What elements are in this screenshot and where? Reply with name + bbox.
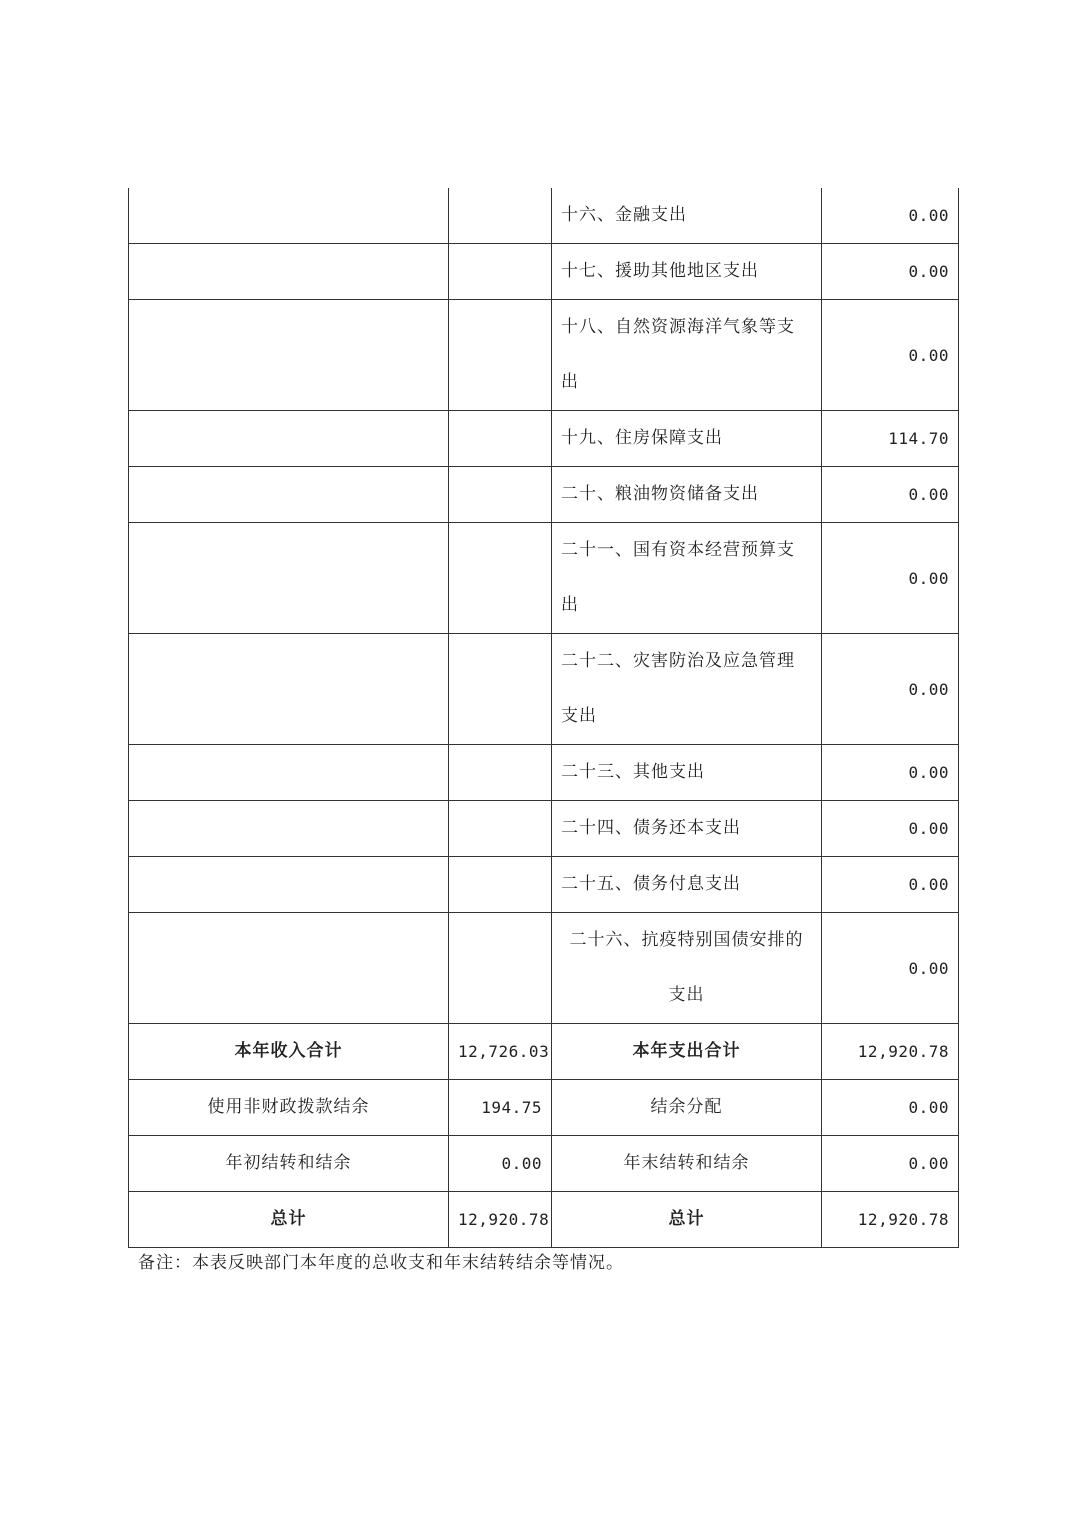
expense-summary-label: 结余分配: [552, 1080, 822, 1136]
expense-item-amount: 0.00: [822, 801, 959, 857]
expense-item-amount: 0.00: [822, 244, 959, 300]
expense-summary-label: 本年支出合计: [552, 1024, 822, 1080]
expense-item-amount: 0.00: [822, 467, 959, 523]
table-row: [129, 913, 959, 1024]
income-amount-cell: [449, 634, 552, 745]
expense-item-label: 二十六、抗疫特别国债安排的支出: [552, 913, 822, 1024]
expense-item-amount: 0.00: [822, 913, 959, 1024]
expense-summary-label: 年末结转和结余: [552, 1136, 822, 1192]
expense-item-label: 二十二、灾害防治及应急管理支出: [552, 634, 822, 745]
income-amount-cell: [449, 411, 552, 467]
summary-row: [129, 1024, 959, 1080]
summary-row: [129, 1136, 959, 1192]
income-item-cell: [129, 467, 449, 523]
expense-item-amount: 0.00: [822, 188, 959, 244]
footnote: 备注：本表反映部门本年度的总收支和年末结转结余等情况。: [138, 1253, 624, 1273]
income-amount-cell: [449, 745, 552, 801]
expense-summary-label: 总计: [552, 1192, 822, 1248]
income-summary-label: 总计: [129, 1192, 449, 1248]
expense-item-amount: 0.00: [822, 523, 959, 634]
income-item-cell: [129, 244, 449, 300]
expense-item-label: 十八、自然资源海洋气象等支出: [552, 300, 822, 411]
table-row: [129, 411, 959, 467]
expense-item-label: 十九、住房保障支出: [552, 411, 822, 467]
income-item-cell: [129, 801, 449, 857]
income-amount-cell: [449, 857, 552, 913]
income-item-cell: [129, 857, 449, 913]
table-row: [129, 634, 959, 745]
income-item-cell: [129, 188, 449, 244]
expense-item-label: 二十五、债务付息支出: [552, 857, 822, 913]
income-amount-cell: [449, 467, 552, 523]
expense-summary-value: 0.00: [822, 1080, 959, 1136]
expense-item-label: 二十一、国有资本经营预算支出: [552, 523, 822, 634]
expense-item-label: 十七、援助其他地区支出: [552, 244, 822, 300]
expense-item-label: 二十、粮油物资储备支出: [552, 467, 822, 523]
income-item-cell: [129, 300, 449, 411]
table-row: [129, 300, 959, 411]
income-item-cell: [129, 745, 449, 801]
expense-item-amount: 0.00: [822, 857, 959, 913]
table-row: [129, 467, 959, 523]
income-item-cell: [129, 634, 449, 745]
expense-summary-value: 12,920.78: [822, 1192, 959, 1248]
summary-row: [129, 1080, 959, 1136]
expense-item-amount: 114.70: [822, 411, 959, 467]
income-summary-label: 年初结转和结余: [129, 1136, 449, 1192]
income-item-cell: [129, 411, 449, 467]
income-summary-label: 本年收入合计: [129, 1024, 449, 1080]
income-amount-cell: [449, 188, 552, 244]
summary-row: [129, 1192, 959, 1248]
income-item-cell: [129, 913, 449, 1024]
income-summary-value: 0.00: [449, 1136, 552, 1192]
income-expense-table: [128, 188, 959, 1248]
income-summary-label: 使用非财政拨款结余: [129, 1080, 449, 1136]
expense-item-amount: 0.00: [822, 745, 959, 801]
income-item-cell: [129, 523, 449, 634]
expense-item-amount: 0.00: [822, 300, 959, 411]
income-amount-cell: [449, 523, 552, 634]
expense-summary-value: 0.00: [822, 1136, 959, 1192]
table-row: [129, 801, 959, 857]
income-amount-cell: [449, 300, 552, 411]
income-summary-value: 194.75: [449, 1080, 552, 1136]
income-amount-cell: [449, 244, 552, 300]
income-amount-cell: [449, 913, 552, 1024]
income-summary-value: 12,726.03: [449, 1024, 552, 1080]
table-body: [129, 188, 959, 1248]
expense-item-label: 二十四、债务还本支出: [552, 801, 822, 857]
expense-item-amount: 0.00: [822, 634, 959, 745]
table-row: [129, 188, 959, 244]
income-summary-value: 12,920.78: [449, 1192, 552, 1248]
expense-summary-value: 12,920.78: [822, 1024, 959, 1080]
table-row: [129, 244, 959, 300]
expense-item-label: 十六、金融支出: [552, 188, 822, 244]
table-row: [129, 523, 959, 634]
income-amount-cell: [449, 801, 552, 857]
table-row: [129, 745, 959, 801]
table-row: [129, 857, 959, 913]
expense-item-label: 二十三、其他支出: [552, 745, 822, 801]
